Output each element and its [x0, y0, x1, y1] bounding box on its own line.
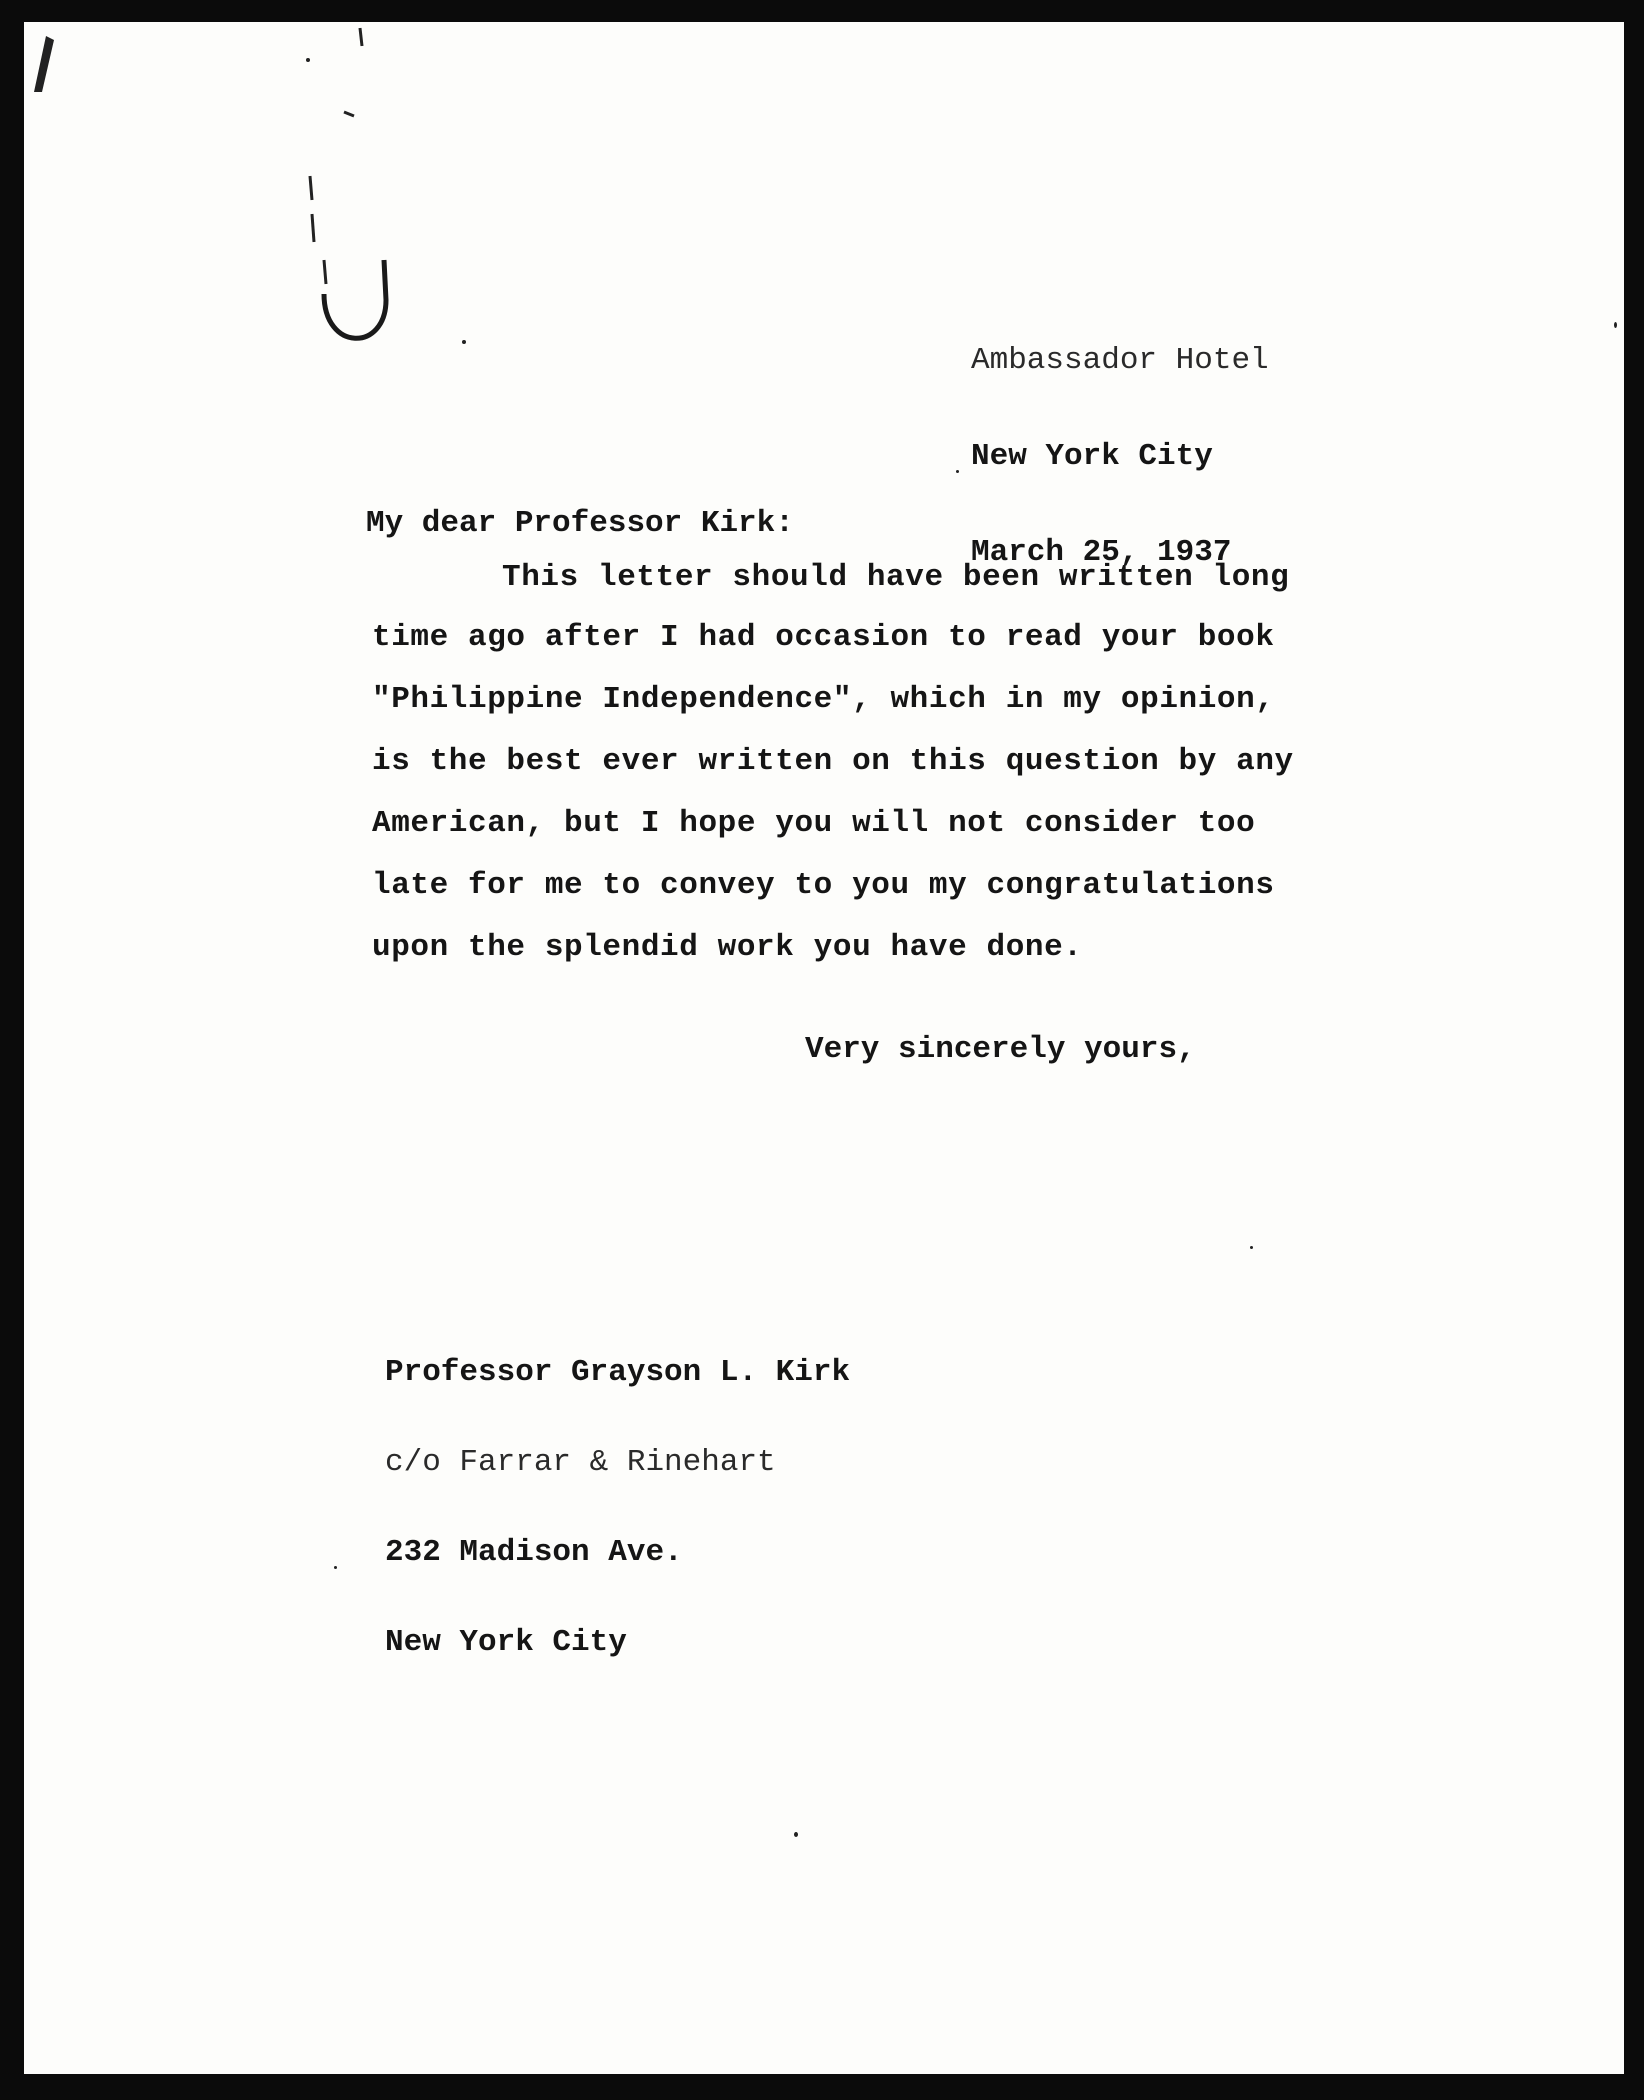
letterhead-date: March 25, 1937 — [971, 535, 1232, 570]
body-line-5: American, but I hope you will not consider too — [372, 806, 1256, 841]
recipient-address — [385, 1298, 850, 1718]
body-line-4: is the best ever written on this question by any — [372, 744, 1294, 779]
body-line-1: This letter should have been written long — [502, 560, 1290, 595]
speck — [306, 58, 310, 62]
body-line-2: time ago after I had occasion to read your book — [372, 620, 1275, 655]
letter-page — [24, 22, 1624, 2074]
body-line-6: late for me to convey to you my congratulations — [372, 868, 1275, 903]
address-city: New York City — [385, 1625, 627, 1660]
speck — [1250, 1246, 1253, 1249]
paperclip-mark-icon — [24, 22, 444, 382]
address-name: Professor Grayson L. Kirk — [385, 1355, 851, 1390]
address-street: 232 Madison Ave. — [385, 1535, 683, 1570]
speck — [462, 340, 466, 344]
speck — [794, 1832, 798, 1837]
speck — [956, 470, 959, 473]
speck — [334, 1566, 337, 1569]
body-line-3: "Philippine Independence", which in my opinion, — [372, 682, 1275, 717]
address-care-of: c/o Farrar & Rinehart — [385, 1445, 776, 1480]
salutation: My dear Professor Kirk: — [366, 506, 794, 541]
letterhead-city: New York City — [971, 439, 1213, 474]
body-line-7: upon the splendid work you have done. — [372, 930, 1083, 965]
speck — [1614, 322, 1617, 328]
letterhead-hotel: Ambassador Hotel — [971, 343, 1269, 378]
closing: Very sincerely yours, — [805, 1032, 1196, 1067]
